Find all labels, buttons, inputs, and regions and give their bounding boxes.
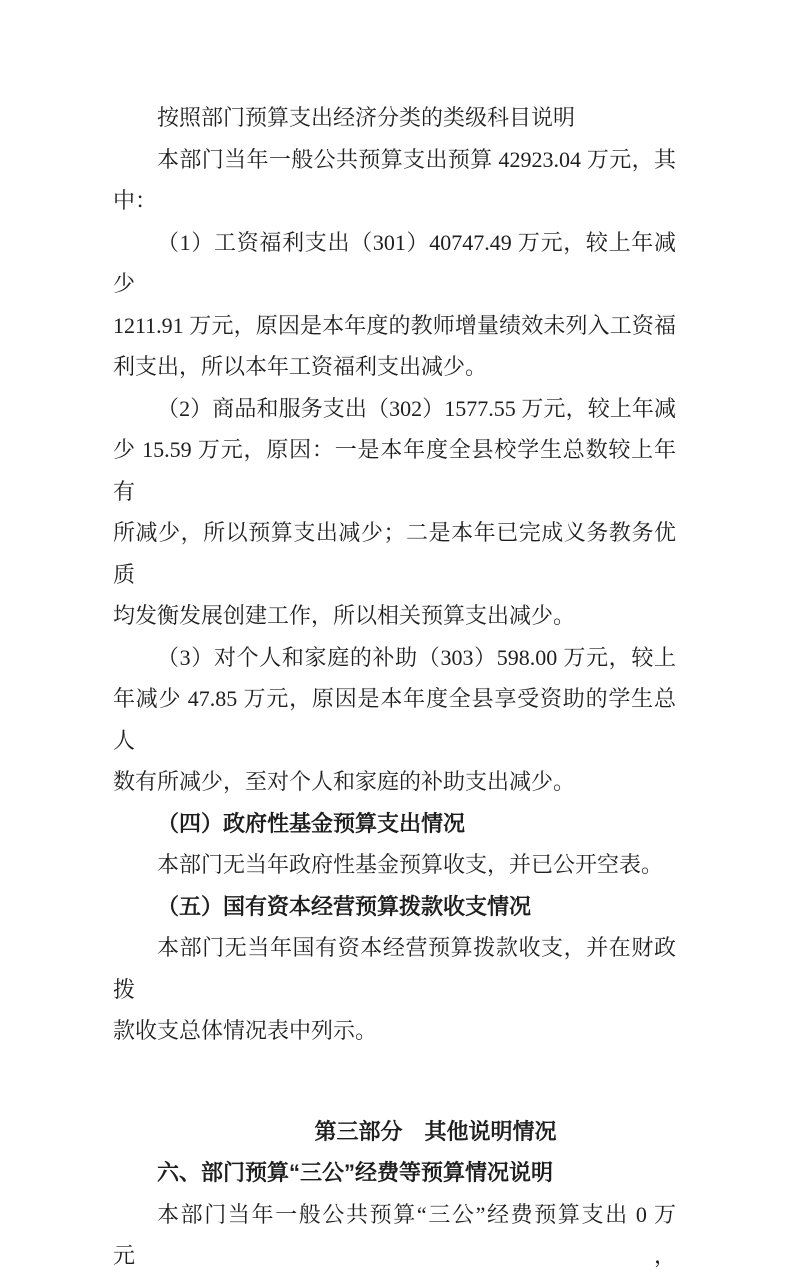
text-line: 1211.91 万元，原因是本年度的教师增量绩效未列入工资福 (113, 312, 676, 338)
text-line: 年减少 47.85 万元，原因是本年度全县享受资助的学生总人 (113, 686, 676, 753)
text-line: 少 15.59 万元，原因：一是本年度全县校学生总数较上年有 (113, 437, 676, 504)
document-body (113, 97, 676, 1277)
text-line: 款收支总体情况表中列示。 (113, 1018, 378, 1043)
text-line: （1）工资福利支出（301）40747.49 万元，较上年减少 (113, 229, 676, 296)
paragraph-sangong-budget (113, 1194, 676, 1277)
paragraph-soe-capital-none (113, 927, 676, 1052)
paragraph-item-303-subsidies (113, 637, 676, 803)
paragraph-total-budget (113, 139, 676, 222)
text-line: 按照部门预算支出经济分类的类级科目说明 (157, 105, 576, 130)
part-title-line: 第三部分 其他说明情况 (314, 1118, 557, 1144)
text-line: 中： (113, 188, 158, 213)
heading-line: 六、部门预算“三公”经费等预算情况说明 (157, 1160, 554, 1185)
heading-section-5-soe-capital (113, 886, 676, 928)
heading-line: （五）国有资本经营预算拨款收支情况 (157, 893, 532, 919)
text-line: （2）商品和服务支出（302）1577.55 万元，较上年减 (157, 395, 676, 421)
text-line: 数有所减少，至对个人和家庭的补助支出减少。 (113, 769, 576, 794)
text-line: 所减少，所以预算支出减少；二是本年已完成义务教务优质 (113, 520, 676, 587)
paragraph-gov-fund-none (113, 844, 676, 886)
paragraph-econ-class-intro (113, 97, 676, 139)
heading-section-4-gov-fund (113, 803, 676, 845)
text-line: 本部门当年一般公共预算支出预算 42923.04 万元，其 (157, 146, 676, 172)
paragraph-item-301-wages (113, 222, 676, 388)
part3-title (195, 1111, 676, 1153)
text-line: 本部门当年一般公共预算“三公”经费预算支出 0 万元， (113, 1201, 676, 1268)
paragraph-item-302-goods-services (113, 388, 676, 637)
text-line: 均发衡发展创建工作，所以相关预算支出减少。 (113, 603, 576, 628)
text-line: 本部门无当年国有资本经营预算拨款收支，并在财政拨 (113, 935, 676, 1002)
text-line: （3）对个人和家庭的补助（303）598.00 万元，较上 (157, 644, 676, 670)
text-line: 本部门无当年政府性基金预算收支，并已公开空表。 (157, 852, 664, 877)
heading-line: （四）政府性基金预算支出情况 (157, 810, 466, 836)
text-line: 利支出，所以本年工资福利支出减少。 (113, 354, 488, 379)
heading-section-6-sangong (113, 1152, 676, 1194)
